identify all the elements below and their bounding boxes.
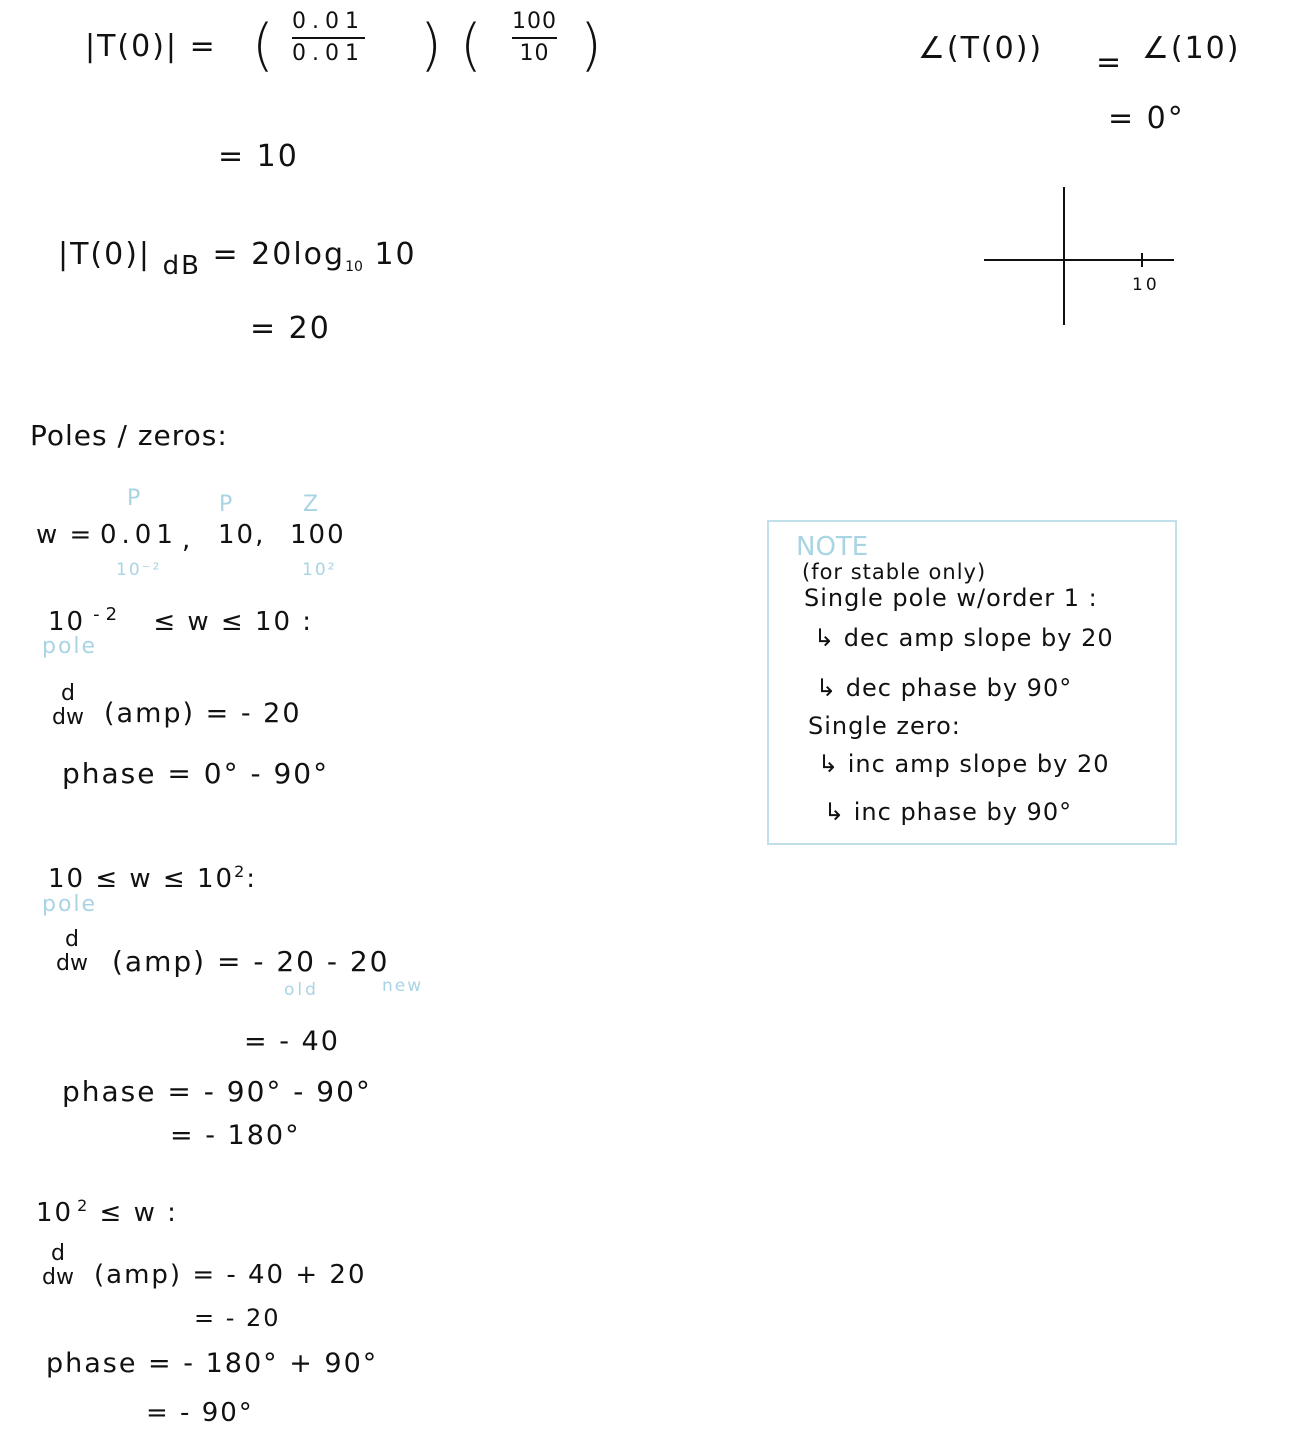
pole-value-2: 10,: [218, 520, 266, 550]
note-line-4: ↳ dec phase by 90°: [816, 674, 1073, 702]
phase0-rhs: ∠(10): [1142, 31, 1241, 66]
range1-exp: -2: [93, 604, 124, 625]
range2-amp-result: = - 40: [244, 1026, 340, 1057]
db-eq: = 20log: [212, 237, 346, 272]
range3-condition: [36, 1198, 178, 1226]
note-line-6: ↳ inc amp slope by 20: [818, 750, 1110, 778]
range3-amp: (amp) = - 40 + 20: [94, 1260, 367, 1290]
range1-condition: [48, 606, 313, 635]
axis-tick-label: 10: [1132, 275, 1160, 295]
pole-sep: ,: [182, 525, 193, 555]
fraction-2: [512, 10, 557, 66]
range1-phase: phase = 0° - 90°: [62, 757, 330, 790]
label-zero: Z: [303, 492, 321, 517]
note-line-3: ↳ dec amp slope by 20: [814, 624, 1114, 652]
fraction-1-bar: [292, 37, 365, 39]
fraction-1-denominator: 0.01: [292, 41, 365, 67]
range1-base: 10: [48, 607, 86, 637]
paren-open-1: (: [252, 13, 274, 78]
range1-note: pole: [42, 634, 98, 659]
phase0-result: = 0°: [1108, 101, 1185, 136]
paren-close-1: ): [420, 13, 442, 78]
exp-label-2: 10²: [302, 560, 337, 580]
range2-phase: phase = - 90° - 90°: [62, 1075, 372, 1108]
phase-sketch-axes: [980, 185, 1180, 334]
db-equation: [58, 237, 417, 281]
db-unit: dB: [162, 251, 201, 281]
note-line-5: Single zero:: [808, 712, 961, 740]
range3-rest: ≤ w :: [99, 1198, 178, 1228]
range2-end: :: [246, 864, 258, 894]
note-line-1: (for stable only): [802, 560, 987, 584]
poles-heading: Poles / zeros:: [30, 419, 228, 452]
pole-value-1: 0.01: [100, 520, 178, 550]
mag-result: = 10: [218, 139, 299, 174]
range2-base: 10 ≤ w ≤ 10: [48, 864, 235, 894]
db-arg: 10: [374, 237, 417, 272]
range1-rest: ≤ w ≤ 10 :: [153, 607, 314, 637]
phase0-lhs: ∠(T(0)): [918, 31, 1044, 66]
w-eq: w =: [36, 520, 94, 550]
range1-amp: (amp) = - 20: [104, 698, 302, 729]
label-pole-1: P: [127, 486, 143, 511]
range1-dw: dw: [52, 705, 84, 731]
range3-d: d: [51, 1241, 65, 1266]
range3-phase-result: = - 90°: [146, 1398, 254, 1428]
range3-dw: dw: [42, 1265, 74, 1291]
mag-lhs: |T(0)| =: [85, 29, 217, 64]
range2-derivative: [56, 928, 88, 976]
range2-amp: (amp) = - 20 - 20: [112, 945, 390, 978]
note-line-2: Single pole w/order 1 :: [804, 584, 1098, 612]
range3-amp-result: = - 20: [194, 1304, 281, 1332]
db-log-base: 10: [345, 259, 363, 275]
range2-condition: [48, 864, 257, 892]
range1-derivative: [52, 682, 84, 730]
range3-phase: phase = - 180° + 90°: [46, 1348, 379, 1379]
db-lhs: |T(0)|: [58, 237, 152, 272]
range3-derivative: [42, 1242, 74, 1290]
note-title: NOTE: [796, 532, 869, 562]
exp-label-1: 10⁻²: [116, 560, 162, 580]
fraction-1-numerator: 0.01: [292, 9, 365, 34]
fraction-2-bar: [512, 37, 557, 39]
note-line-7: ↳ inc phase by 90°: [824, 798, 1073, 826]
fraction-2-denominator: 10: [519, 41, 550, 67]
phase0-eq: =: [1096, 45, 1124, 80]
paren-open-2: (: [460, 13, 482, 78]
paren-close-2: ): [580, 13, 602, 78]
range2-note: pole: [42, 892, 98, 917]
range3-base: 10: [36, 1198, 74, 1228]
range2-phase-result: = - 180°: [170, 1120, 301, 1151]
fraction-2-numerator: 100: [512, 9, 557, 34]
zero-value: 100: [290, 520, 346, 550]
range2-d: d: [65, 927, 79, 952]
axes-svg: [980, 185, 1180, 330]
db-result: = 20: [250, 311, 331, 346]
range2-new-label: new: [382, 976, 424, 996]
range3-exp: 2: [77, 1196, 90, 1215]
range2-old-label: old: [284, 980, 319, 1000]
range2-exp: 2: [234, 862, 247, 881]
range1-d: d: [61, 681, 75, 706]
range2-dw: dw: [56, 951, 88, 977]
label-pole-2: P: [219, 492, 235, 517]
fraction-1: [292, 10, 365, 66]
